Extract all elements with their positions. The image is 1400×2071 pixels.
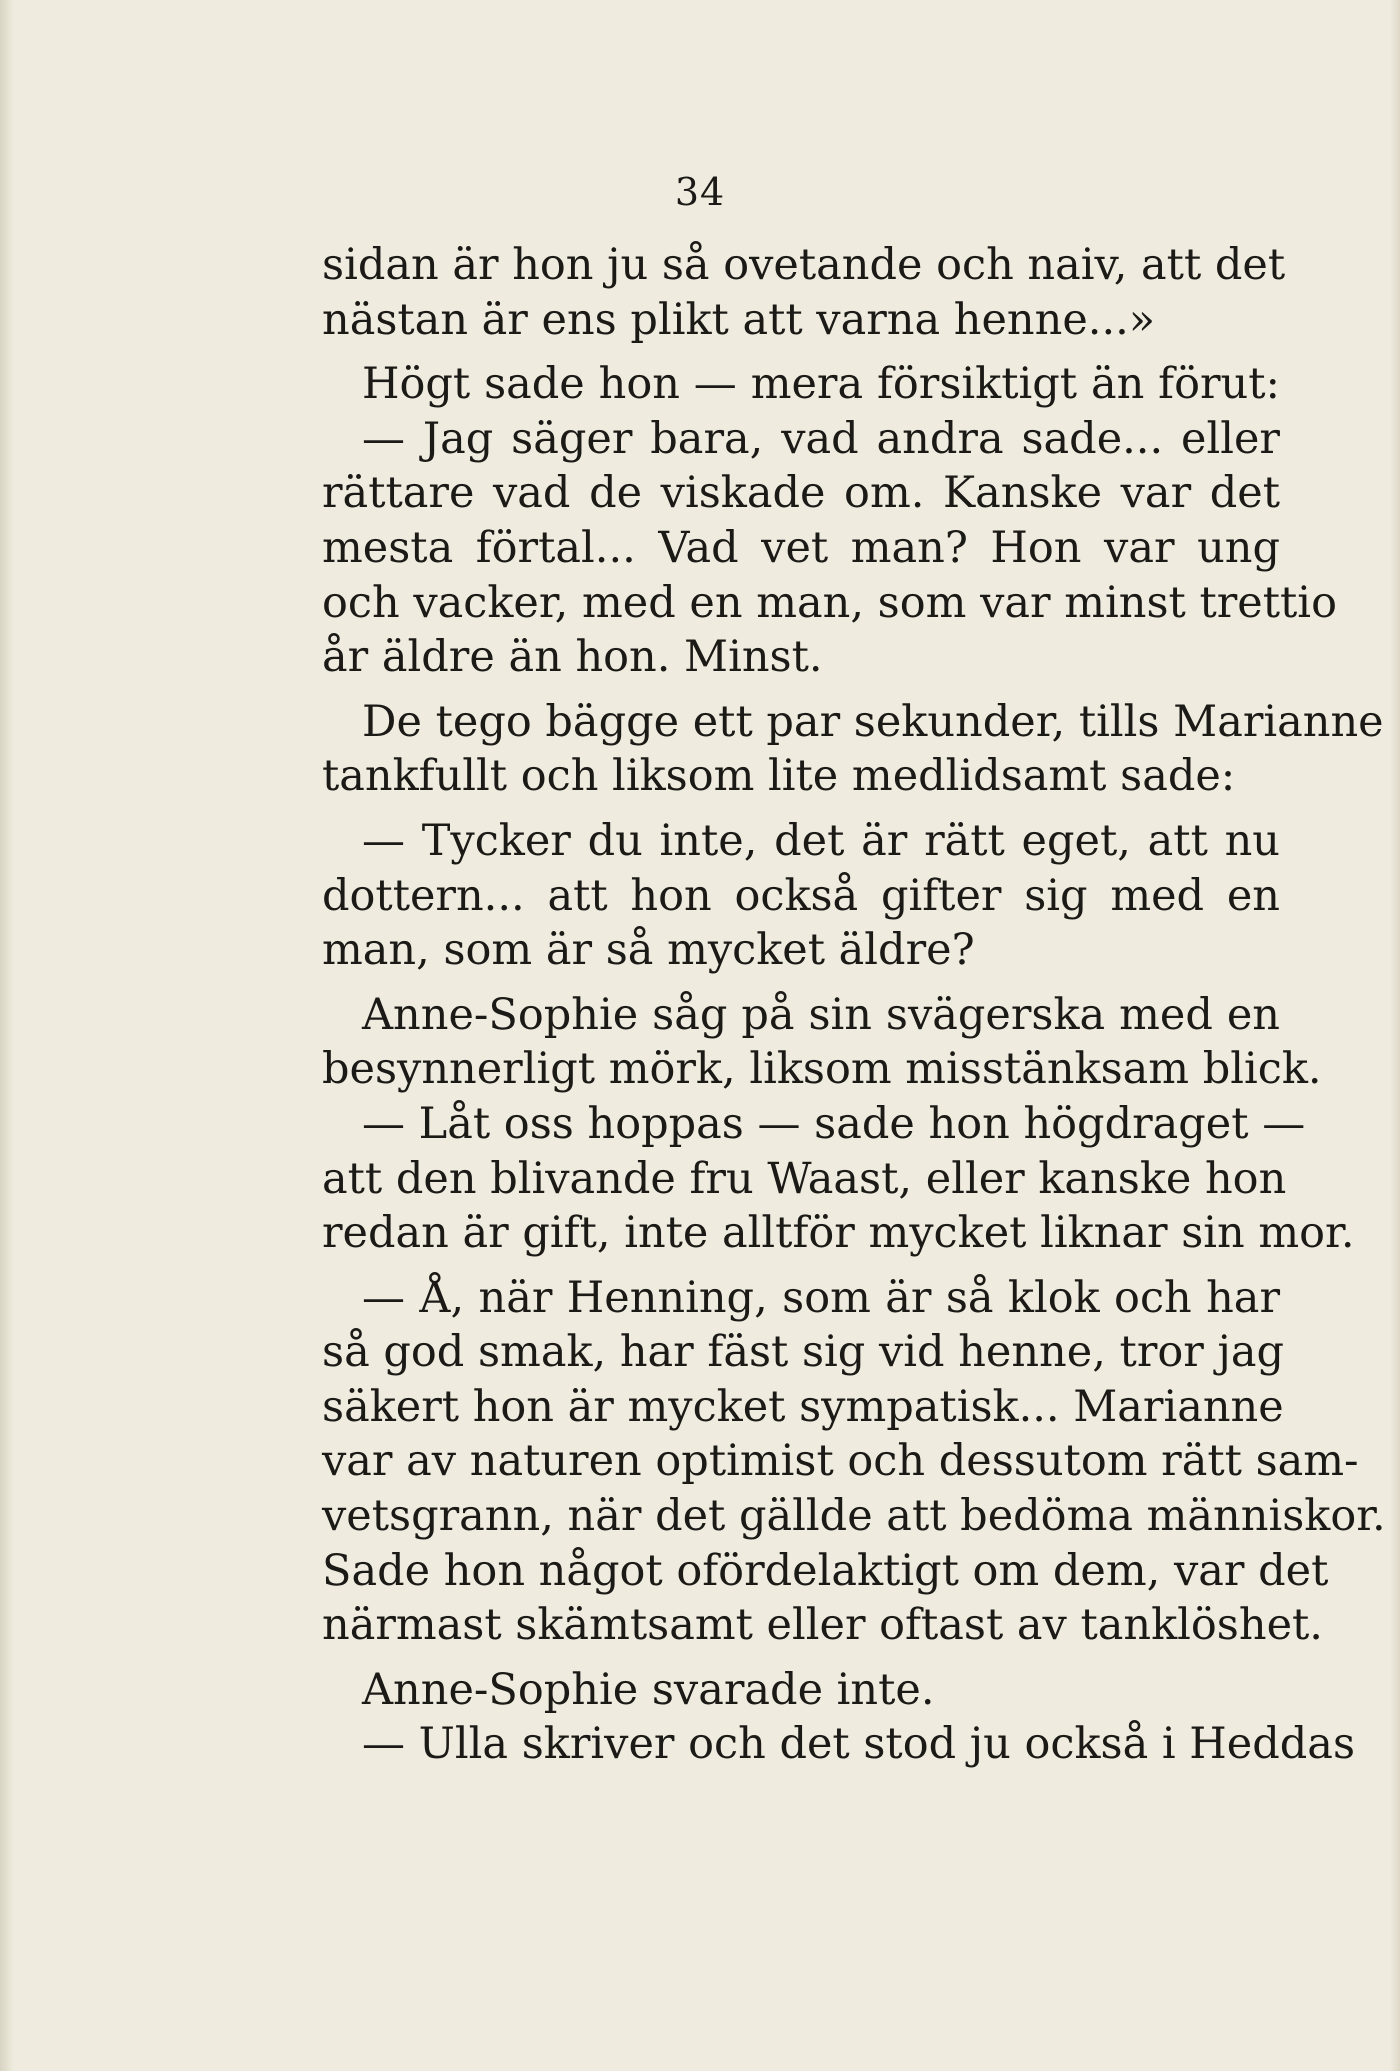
page-edge-left <box>0 0 14 2071</box>
text-line: De tego bägge ett par sekunder, tills Marianne <box>362 696 1384 747</box>
text-line: så god smak, har fäst sig vid henne, tror jag <box>322 1327 1284 1378</box>
text-line: Anne-Sophie såg på sin svägerska med en <box>362 989 1280 1040</box>
text-line: var av naturen optimist och dessutom rätt sam- <box>322 1436 1359 1487</box>
text-line: nästan är ens plikt att varna henne...» <box>322 294 1156 345</box>
text-line: år äldre än hon. Minst. <box>322 632 823 683</box>
text-line: Anne-Sophie svarade inte. <box>362 1664 935 1715</box>
text-line: mesta förtal... Vad vet man? Hon var ung <box>322 522 1280 573</box>
text-line: tankfullt och liksom lite medlidsamt sade: <box>322 751 1236 802</box>
text-line: sidan är hon ju så ovetande och naiv, att det <box>322 240 1286 290</box>
text-line: — Ulla skriver och det stod ju också i Heddas <box>362 1719 1356 1770</box>
text-line: — Låt oss hoppas — sade hon högdraget — <box>362 1098 1306 1149</box>
text-line: — Å, när Henning, som är så klok och har <box>362 1272 1280 1323</box>
text-line: Sade hon något ofördelaktigt om dem, var det <box>322 1545 1329 1596</box>
text-line: redan är gift, inte alltför mycket liknar sin mor. <box>322 1208 1355 1259</box>
text-line: rättare vad de viskade om. Kanske var det <box>322 468 1280 519</box>
page-number: 34 <box>674 170 726 214</box>
text-line: man, som är så mycket äldre? <box>322 925 975 976</box>
text-line: vetsgrann, när det gällde att bedöma människor. <box>322 1491 1386 1542</box>
text-line: och vacker, med en man, som var minst trettio <box>322 577 1337 628</box>
text-line: dottern... att hon också gifter sig med en <box>322 870 1280 921</box>
text-line: — Tycker du inte, det är rätt eget, att nu <box>362 815 1280 866</box>
text-line: — Jag säger bara, vad andra sade... eller <box>362 413 1280 464</box>
body-text <box>322 238 1386 1772</box>
text-line: besynnerligt mörk, liksom misstänksam blick. <box>322 1044 1322 1095</box>
text-line: Högt sade hon — mera försiktigt än förut: <box>362 359 1280 410</box>
text-line: närmast skämtsamt eller oftast av tanklöshet. <box>322 1600 1323 1651</box>
page-edge-right <box>1390 0 1400 2071</box>
text-line: säkert hon är mycket sympatisk... Marianne <box>322 1381 1284 1432</box>
text-line: att den blivande fru Waast, eller kanske hon <box>322 1153 1287 1204</box>
